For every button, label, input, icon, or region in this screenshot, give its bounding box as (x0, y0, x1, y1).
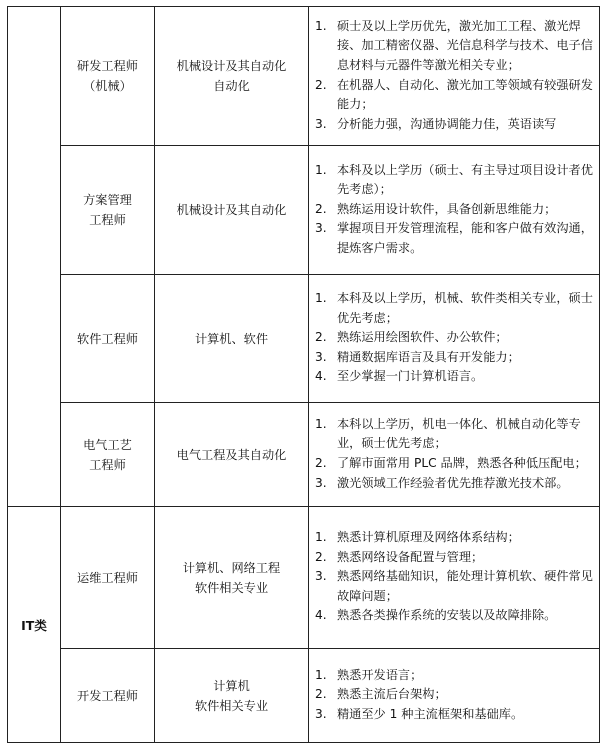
requirement-item (315, 200, 595, 220)
requirement-text: 了解市面常用 PLC 品牌，熟悉各种低压配电； (337, 456, 587, 470)
requirement-text: 熟悉开发语言； (337, 667, 423, 682)
major-cell (155, 649, 309, 743)
requirement-number: 2. (315, 77, 327, 92)
requirements-cell (309, 403, 600, 507)
table-row (8, 507, 600, 649)
position-cell (61, 146, 155, 275)
requirement-number: 2. (315, 201, 327, 216)
major-text: 机械设计及其自动化 (176, 203, 287, 217)
requirement-text: 至少掌握一门计算机语言。 (337, 369, 484, 384)
requirements-cell (309, 7, 600, 146)
position-title: 研发工程师 (77, 59, 138, 73)
requirement-text: 本科及以上学历，机械、软件类相关专业，硕士优先考虑； (337, 291, 593, 325)
requirement-number: 3. (315, 475, 327, 490)
position-title: 开发工程师 (77, 688, 138, 703)
table-row (8, 403, 600, 507)
requirement-item (315, 454, 595, 474)
requirement-number: 1. (315, 162, 327, 177)
major-cell (155, 403, 309, 507)
requirements-cell (309, 507, 600, 649)
position-title: （机械） (83, 79, 132, 93)
requirement-number: 1. (315, 416, 327, 431)
job-requirements-document (7, 6, 599, 743)
requirement-item (315, 685, 595, 705)
requirements-list (315, 17, 595, 135)
requirement-item (315, 328, 595, 348)
requirement-text: 分析能力强，沟通协调能力佳，英语读写 (337, 116, 557, 131)
position-title: 运维工程师 (77, 570, 138, 585)
requirement-item (315, 115, 595, 135)
position-cell (61, 7, 155, 146)
requirement-item (315, 415, 595, 454)
requirement-number: 3. (315, 706, 327, 721)
requirement-item (315, 289, 595, 328)
requirement-number: 3. (315, 349, 327, 364)
requirement-number: 2. (315, 687, 327, 702)
major-cell (155, 7, 309, 146)
category-cell (8, 7, 61, 507)
table-row (8, 146, 600, 275)
position-title: 软件工程师 (77, 331, 138, 346)
position-title: 工程师 (89, 213, 126, 227)
major-text: 计算机、软件 (194, 331, 269, 346)
requirement-item (315, 348, 595, 368)
requirement-text: 在机器人、自动化、激光加工等领域有较强研发能力； (337, 77, 593, 112)
requirement-text: 本科及以上学历（硕士、有主导过项目设计者优先考虑）； (337, 162, 593, 197)
requirements-list (315, 161, 595, 259)
requirement-number: 1. (315, 291, 327, 306)
major-text: 自动化 (213, 79, 250, 93)
requirement-item (315, 219, 595, 258)
requirement-number: 3. (315, 569, 327, 584)
major-text: 软件相关专业 (194, 580, 269, 595)
requirement-item (315, 161, 595, 200)
position-cell (61, 403, 155, 507)
requirement-number: 2. (315, 330, 327, 345)
position-title: 工程师 (89, 457, 126, 472)
requirements-cell (309, 275, 600, 403)
table-row (8, 275, 600, 403)
table-row (8, 7, 600, 146)
requirement-text: 熟悉主流后台架构； (337, 687, 447, 702)
requirement-text: 熟练运用设计软件，具备创新思维能力； (337, 201, 557, 216)
requirement-item (315, 367, 595, 387)
requirements-cell (309, 146, 600, 275)
requirement-item (315, 666, 595, 686)
category-label: IT类 (21, 617, 47, 633)
requirement-text: 掌握项目开发管理流程，能和客户做有效沟通，提炼客户需求。 (337, 221, 593, 255)
requirement-number: 1. (315, 530, 327, 545)
major-text: 软件相关专业 (194, 698, 269, 713)
requirement-text: 熟悉网络设备配置与管理； (337, 549, 484, 564)
requirement-item (315, 17, 595, 76)
requirement-text: 熟悉各类操作系统的安装以及故障排除。 (337, 608, 557, 623)
requirement-number: 1. (315, 18, 327, 33)
position-title: 电气工艺 (83, 437, 132, 452)
major-cell (155, 507, 309, 649)
job-requirements-table (7, 6, 600, 743)
requirement-text: 精通数据库语言及具有开发能力； (337, 349, 520, 364)
requirement-number: 2. (315, 456, 327, 470)
requirement-text: 硕士及以上学历优先，激光加工工程、激光焊接、加工精密仪器、光信息科学与技术、电子信息材料与元器件等激光相关专业； (337, 18, 593, 72)
requirement-text: 熟练运用绘图软件、办公软件； (337, 330, 508, 345)
requirement-number: 2. (315, 549, 327, 564)
requirements-list (315, 528, 595, 626)
table-body (8, 7, 600, 743)
major-cell (155, 146, 309, 275)
requirement-number: 1. (315, 667, 327, 682)
requirement-text: 本科以上学历，机电一体化、机械自动化等专业，硕士优先考虑； (337, 416, 581, 451)
requirement-number: 3. (315, 221, 327, 236)
major-text: 电气工程及其自动化 (176, 447, 287, 462)
requirement-item (315, 606, 595, 626)
requirement-item (315, 528, 595, 548)
requirement-text: 熟悉计算机原理及网络体系结构； (337, 530, 520, 545)
requirement-item (315, 76, 595, 115)
requirements-cell (309, 649, 600, 743)
requirement-text: 精通至少 1 种主流框架和基础库。 (337, 706, 524, 721)
requirement-number: 4. (315, 369, 327, 384)
position-cell (61, 275, 155, 403)
requirement-item (315, 567, 595, 606)
major-text: 机械设计及其自动化 (176, 59, 287, 73)
requirement-item (315, 705, 595, 725)
requirement-item (315, 548, 595, 568)
requirements-list (315, 666, 595, 725)
major-text: 计算机 (213, 678, 250, 693)
position-title: 方案管理 (83, 193, 132, 207)
position-cell (61, 649, 155, 743)
requirement-item (315, 474, 595, 494)
requirements-list (315, 289, 595, 387)
category-cell (8, 507, 61, 743)
major-text: 计算机、网络工程 (182, 560, 281, 575)
requirements-list (315, 415, 595, 493)
requirement-number: 3. (315, 116, 327, 131)
requirement-number: 4. (315, 608, 327, 623)
requirement-text: 激光领域工作经验者优先推荐激光技术部。 (337, 475, 569, 490)
table-row (8, 649, 600, 743)
position-cell (61, 507, 155, 649)
major-cell (155, 275, 309, 403)
requirement-text: 熟悉网络基础知识，能处理计算机软、硬件常见故障问题； (337, 569, 593, 603)
